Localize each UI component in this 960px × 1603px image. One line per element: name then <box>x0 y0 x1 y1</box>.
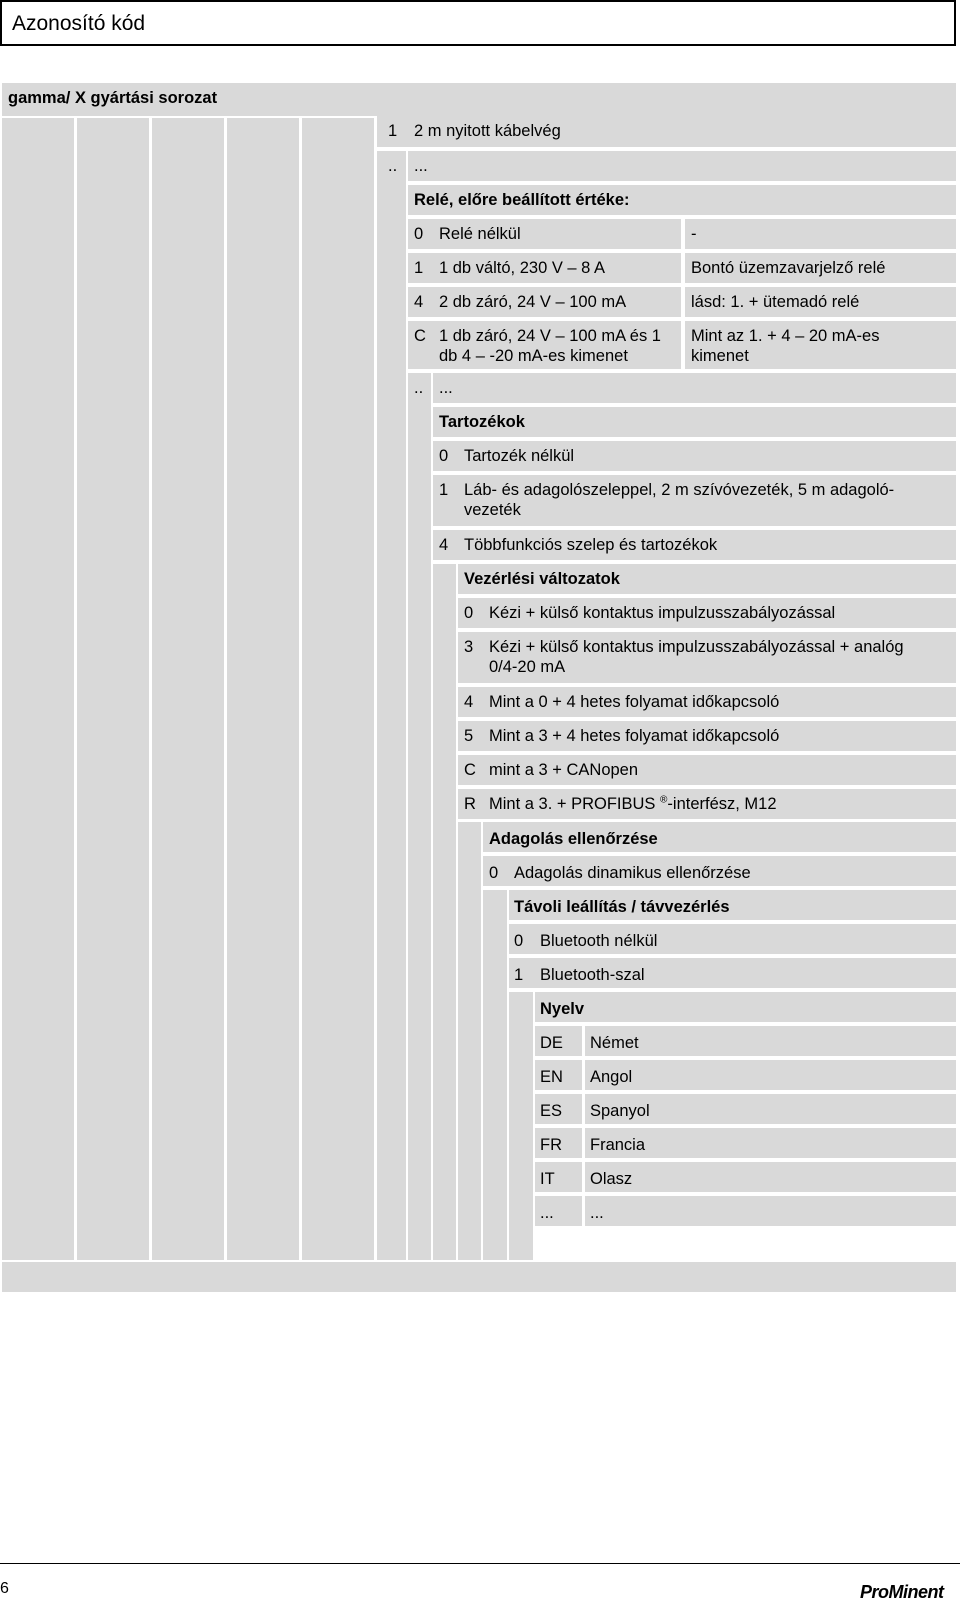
option-text: Angol <box>590 1068 633 1086</box>
row-lang-en-name <box>585 1060 956 1090</box>
footer-divider <box>0 1563 960 1564</box>
code: 1 <box>414 259 424 277</box>
code: 1 <box>388 122 398 140</box>
option-note: kimenet <box>691 347 749 365</box>
option-note: lásd: 1. + ütemadó relé <box>691 293 860 311</box>
code: 0 <box>464 604 474 622</box>
option-text: Bluetooth-szal <box>540 966 645 984</box>
option-text: -interfész, M12 <box>667 795 777 813</box>
brand-logo: ProMinent <box>860 1582 944 1602</box>
registered-mark: ® <box>660 794 668 806</box>
row-ellipsis-1 <box>408 151 956 181</box>
option-text: ... <box>414 157 428 175</box>
option-text: db 4 – -20 mA-es kimenet <box>439 347 628 365</box>
option-note: Bontó üzemzavarjelző relé <box>691 259 886 277</box>
row-relay-0-right <box>685 219 956 249</box>
option-text: mint a 3 + CANopen <box>489 761 639 779</box>
option-text: Kézi + külső kontaktus impulzusszabályozással <box>489 604 836 622</box>
page-number: 6 <box>0 1580 9 1597</box>
code-column-8 <box>433 564 456 1260</box>
option-text: Adagolás dinamikus ellenőrzése <box>514 864 751 882</box>
title-bar <box>0 0 956 46</box>
option-text: 2 db záró, 24 V – 100 mA <box>439 293 627 311</box>
option-text: Mint a 3 + 4 hetes folyamat időkapcsoló <box>489 727 780 745</box>
code-column-9 <box>458 822 481 1260</box>
code: .. <box>414 379 424 397</box>
remote-heading: Távoli leállítás / távvezérlés <box>514 898 730 916</box>
code: 4 <box>464 693 474 711</box>
option-text: 1 db záró, 24 V – 100 mA és 1 <box>439 327 661 345</box>
option-text: Olasz <box>590 1170 633 1188</box>
code: 4 <box>439 536 449 554</box>
row-ellipsis-2 <box>433 373 956 403</box>
option-text-profibus <box>489 794 777 814</box>
code: 5 <box>464 727 474 745</box>
row-lang-it-name <box>585 1162 956 1192</box>
code: .. <box>388 157 398 175</box>
code-column-5 <box>302 118 374 1260</box>
code-column-4 <box>227 118 299 1260</box>
option-text: vezeték <box>464 501 521 519</box>
row-lang-heading <box>535 992 956 1022</box>
option-text: 0/4-20 mA <box>489 658 566 676</box>
option-text: Francia <box>590 1136 646 1154</box>
accessories-heading: Tartozékok <box>439 413 525 431</box>
code: 0 <box>439 447 449 465</box>
code: 1 <box>439 481 449 499</box>
page-title: Azonosító kód <box>12 12 146 35</box>
language-heading: Nyelv <box>540 1000 585 1018</box>
code: EN <box>540 1068 563 1086</box>
table-footer-band <box>2 1262 956 1292</box>
code-column-6 <box>377 151 406 1260</box>
code-column-10 <box>483 890 507 1260</box>
code-column-11 <box>509 992 533 1260</box>
code: C <box>414 327 426 345</box>
option-text: 1 db váltó, 230 V – 8 A <box>439 259 606 277</box>
code: 0 <box>489 864 499 882</box>
option-text: Bluetooth nélkül <box>540 932 658 950</box>
option-text: Relé nélkül <box>439 225 521 243</box>
option-text: Mint a 0 + 4 hetes folyamat időkapcsoló <box>489 693 780 711</box>
code-column-1 <box>2 118 74 1260</box>
code: 1 <box>514 966 524 984</box>
option-text: Láb- és adagolószeleppel, 2 m szívóvezeték, 5 m adagoló- <box>464 481 895 499</box>
option-text: Spanyol <box>590 1102 650 1120</box>
code-column-3 <box>152 118 224 1260</box>
relay-heading: Relé, előre beállított értéke: <box>414 191 630 209</box>
series-header <box>2 83 956 116</box>
code: ... <box>540 1204 554 1222</box>
code: R <box>464 795 476 813</box>
option-text: Mint a 3. + PROFIBUS <box>489 795 656 813</box>
code: C <box>464 761 476 779</box>
control-heading: Vezérlési változatok <box>464 570 620 588</box>
option-note: Mint az 1. + 4 – 20 mA-es <box>691 327 880 345</box>
option-text: 2 m nyitott kábelvég <box>414 122 561 140</box>
option-note: - <box>691 225 697 243</box>
code: 0 <box>514 932 524 950</box>
code: IT <box>540 1170 555 1188</box>
code: ES <box>540 1102 563 1120</box>
code: 4 <box>414 293 424 311</box>
option-text: Tartozék nélkül <box>464 447 575 465</box>
row-lang-more-name <box>585 1196 956 1226</box>
option-text: Német <box>590 1034 639 1052</box>
option-text: Kézi + külső kontaktus impulzusszabályozással + analóg <box>489 638 904 656</box>
option-text: ... <box>439 379 453 397</box>
dosing-heading: Adagolás ellenőrzése <box>489 830 658 848</box>
code: DE <box>540 1034 563 1052</box>
option-text: Többfunkciós szelep és tartozékok <box>464 536 718 554</box>
code: 3 <box>464 638 474 656</box>
code: FR <box>540 1136 562 1154</box>
series-header-label: gamma/ X gyártási sorozat <box>8 89 218 107</box>
code-column-7 <box>408 373 431 1260</box>
code-column-2 <box>77 118 149 1260</box>
option-text: ... <box>590 1204 604 1222</box>
code: 0 <box>414 225 424 243</box>
row-lang-de-name <box>585 1026 956 1056</box>
